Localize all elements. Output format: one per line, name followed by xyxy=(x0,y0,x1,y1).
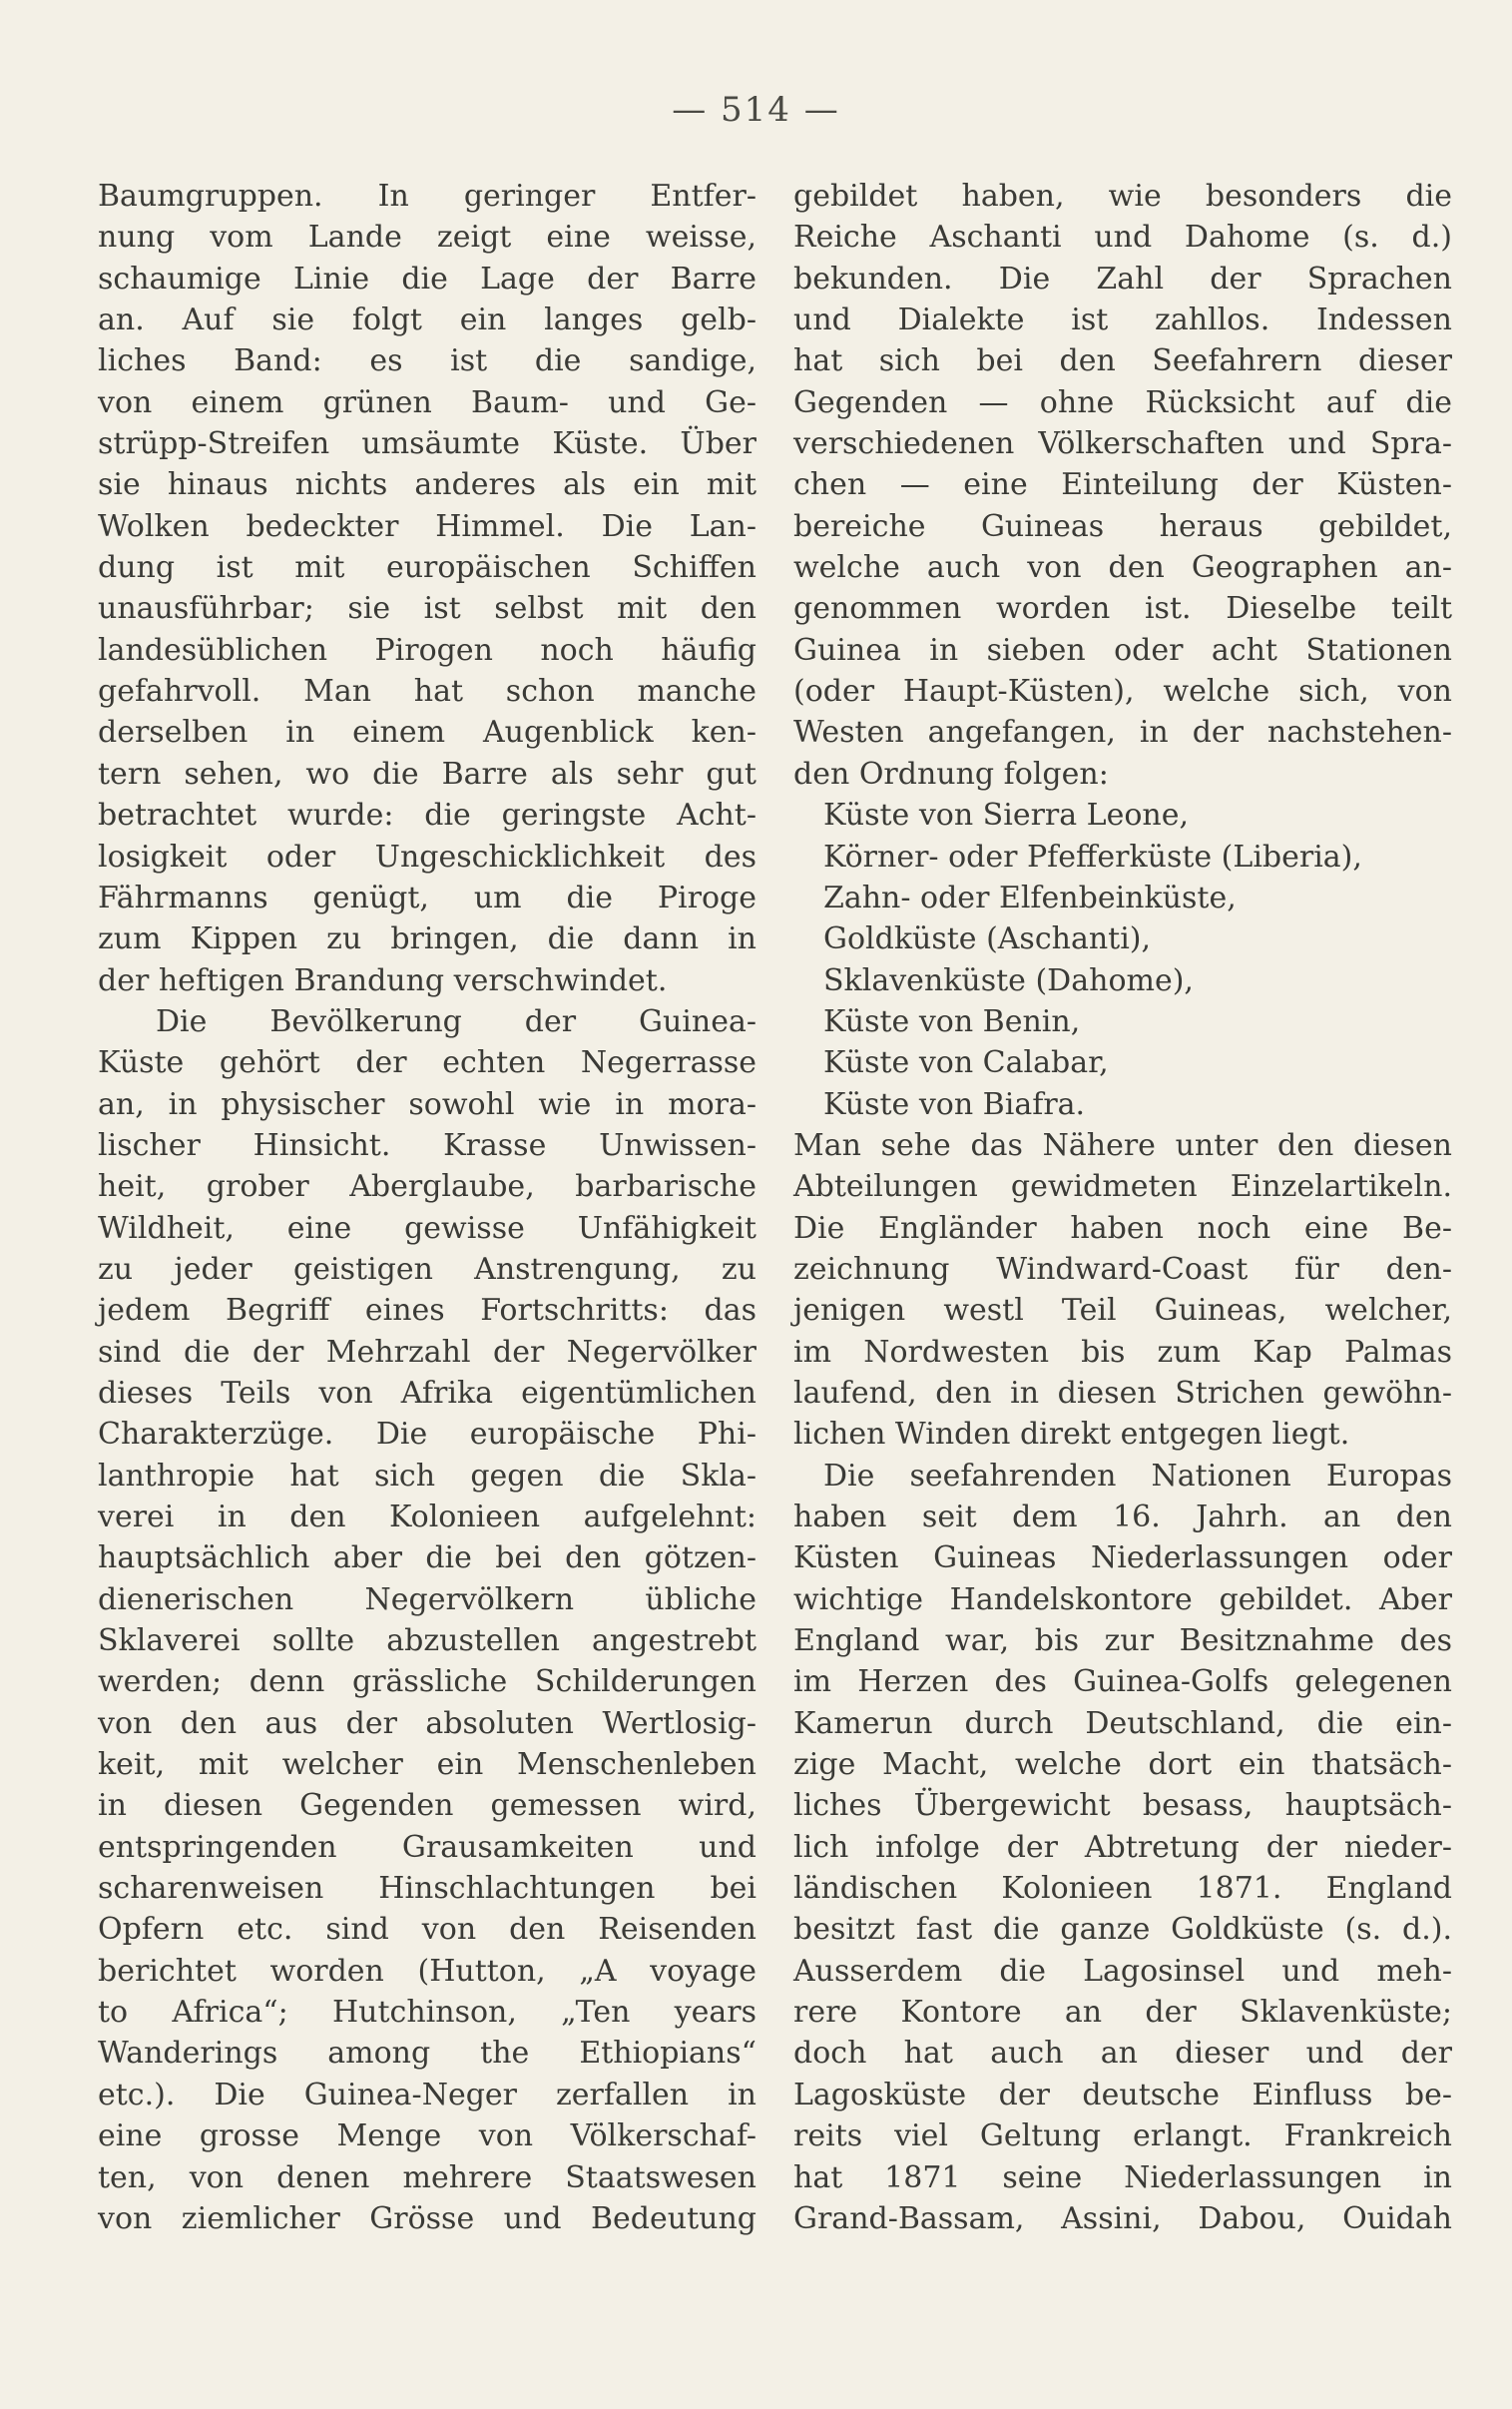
text-line: der heftigen Brandung verschwindet. xyxy=(98,962,668,998)
text-line: im Nordwesten bis zum Kap Palmas xyxy=(793,1334,1452,1370)
text-line: Opfern etc. sind von den Reisenden xyxy=(98,1912,756,1948)
text-line: werden; denn grässliche Schilderungen xyxy=(98,1664,756,1700)
text-line: Fährmanns genügt, um die Piroge xyxy=(98,880,756,915)
list-item: Sklavenküste (Dahome), xyxy=(823,962,1194,998)
text-line: Küsten Guineas Niederlassungen oder xyxy=(793,1540,1452,1576)
list-item: Küste von Benin, xyxy=(823,1003,1081,1039)
text-line: etc.). Die Guinea-Neger zerfallen in xyxy=(98,2077,756,2112)
text-line: sie hinaus nichts anderes als ein mit xyxy=(98,467,756,503)
list-item: Küste von Biafra. xyxy=(823,1086,1086,1122)
text-line: Küste gehört der echten Negerrasse xyxy=(98,1045,756,1081)
text-line: Baumgruppen. In geringer Entfer- xyxy=(98,179,756,214)
list-item: Zahn- oder Elfenbeinküste, xyxy=(823,880,1237,915)
text-line: landesüblichen Pirogen noch häufig xyxy=(98,632,756,668)
text-line: Abteilungen gewidmeten Einzelartikeln. xyxy=(793,1169,1452,1205)
text-line: zige Macht, welche dort ein thatsäch- xyxy=(793,1747,1452,1783)
text-line: verei in den Kolonieen aufgelehnt: xyxy=(98,1500,756,1534)
text-line: Reiche Aschanti und Dahome (s. d.) xyxy=(793,220,1452,256)
page-number: — 514 — xyxy=(672,90,840,130)
text-line: gebildet haben, wie besonders die xyxy=(793,179,1452,214)
text-line: nung vom Lande zeigt eine weisse, xyxy=(98,220,756,256)
text-line: hauptsächlich aber die bei den götzen- xyxy=(98,1540,756,1576)
text-line: rere Kontore an der Sklavenküste; xyxy=(793,1995,1452,2031)
text-line: betrachtet wurde: die geringste Acht- xyxy=(98,798,756,834)
text-line: Charakterzüge. Die europäische Phi- xyxy=(98,1417,756,1453)
text-line: haben seit dem 16. Jahrh. an den xyxy=(793,1500,1452,1534)
text-line: jedem Begriff eines Fortschritts: das xyxy=(98,1293,756,1329)
text-line: von ziemlicher Grösse und Bedeutung xyxy=(98,2200,756,2236)
text-line: besitzt fast die ganze Goldküste (s. d.). xyxy=(793,1912,1452,1948)
text-line: (oder Haupt-Küsten), welche sich, von xyxy=(793,674,1452,710)
text-line: Man sehe das Nähere unter den diesen xyxy=(793,1127,1452,1163)
text-line: scharenweisen Hinschlachtungen bei xyxy=(98,1871,756,1907)
text-line: zeichnung Windward-Coast für den- xyxy=(793,1251,1452,1287)
text-line: eine grosse Menge von Völkerschaf- xyxy=(98,2118,756,2154)
text-line: ten, von denen mehrere Staatswesen xyxy=(98,2159,756,2195)
text-line: Gegenden — ohne Rücksicht auf die xyxy=(793,384,1452,420)
text-line: tern sehen, wo die Barre als sehr gut xyxy=(98,756,756,792)
text-line: liches Band: es ist die sandige, xyxy=(98,343,756,379)
text-line: England war, bis zur Besitznahme des xyxy=(793,1623,1452,1659)
text-line: Guinea in sieben oder acht Stationen xyxy=(793,632,1452,668)
text-line: in diesen Gegenden gemessen wird, xyxy=(98,1788,756,1824)
text-line: bekunden. Die Zahl der Sprachen xyxy=(793,261,1452,297)
text-line: sind die der Mehrzahl der Negervölker xyxy=(98,1334,756,1370)
text-line: lischer Hinsicht. Krasse Unwissen- xyxy=(98,1127,756,1163)
text-line: hat sich bei den Seefahrern dieser xyxy=(793,343,1452,379)
list-item: Küste von Sierra Leone, xyxy=(823,798,1190,834)
text-line: gefahrvoll. Man hat schon manche xyxy=(98,674,756,710)
text-line: den Ordnung folgen: xyxy=(793,756,1109,792)
text-line: lanthropie hat sich gegen die Skla- xyxy=(98,1458,756,1494)
text-line: verschiedenen Völkerschaften und Spra- xyxy=(793,426,1452,462)
text-line: doch hat auch an dieser und der xyxy=(793,2036,1452,2072)
text-line: liches Übergewicht besass, hauptsäch- xyxy=(793,1788,1452,1824)
left-column xyxy=(98,176,756,2239)
text-line: Die Bevölkerung der Guinea- xyxy=(156,1003,756,1039)
text-line: entspringenden Grausamkeiten und xyxy=(98,1829,756,1865)
text-line: to Africa“; Hutchinson, „Ten years xyxy=(98,1995,756,2031)
text-line: Wolken bedeckter Himmel. Die Lan- xyxy=(98,508,756,544)
text-line: an. Auf sie folgt ein langes gelb- xyxy=(98,302,756,338)
text-line: Ausserdem die Lagosinsel und meh- xyxy=(793,1953,1452,1989)
text-line: Wanderings among the Ethiopians“ xyxy=(98,2036,756,2072)
text-line: zu jeder geistigen Anstrengung, zu xyxy=(98,1251,756,1287)
text-line: dung ist mit europäischen Schiffen xyxy=(98,550,756,586)
text-line: strüpp-Streifen umsäumte Küste. Über xyxy=(98,426,756,462)
text-line: wichtige Handelskontore gebildet. Aber xyxy=(793,1581,1452,1617)
text-line: Westen angefangen, in der nachstehen- xyxy=(793,715,1452,751)
text-line: ländischen Kolonieen 1871. England xyxy=(793,1871,1452,1907)
text-line: genommen worden ist. Dieselbe teilt xyxy=(793,591,1452,627)
list-item: Küste von Calabar, xyxy=(823,1045,1109,1081)
right-column xyxy=(793,176,1452,2239)
text-line: welche auch von den Geographen an- xyxy=(793,550,1452,586)
text-line: unausführbar; sie ist selbst mit den xyxy=(98,591,756,627)
text-line: von einem grünen Baum- und Ge- xyxy=(98,384,756,420)
text-line: jenigen westl Teil Guineas, welcher, xyxy=(793,1293,1452,1329)
text-line: Grand-Bassam, Assini, Dabou, Ouidah xyxy=(793,2200,1452,2236)
text-line: an, in physischer sowohl wie in mora- xyxy=(98,1086,756,1122)
text-line: im Herzen des Guinea-Golfs gelegenen xyxy=(793,1664,1452,1700)
text-line: von den aus der absoluten Wertlosig- xyxy=(98,1705,756,1741)
text-line: losigkeit oder Ungeschicklichkeit des xyxy=(98,839,756,875)
text-line: laufend, den in diesen Strichen gewöhn- xyxy=(793,1375,1452,1411)
text-line: dieses Teils von Afrika eigentümlichen xyxy=(98,1375,756,1411)
text-line: reits viel Geltung erlangt. Frankreich xyxy=(793,2118,1452,2154)
text-line: heit, grober Aberglaube, barbarische xyxy=(98,1169,756,1205)
text-line: bereiche Guineas heraus gebildet, xyxy=(793,508,1452,544)
text-line: chen — eine Einteilung der Küsten- xyxy=(793,467,1452,503)
list-item: Körner- oder Pfefferküste (Liberia), xyxy=(823,839,1362,875)
text-line: lichen Winden direkt entgegen liegt. xyxy=(793,1417,1350,1453)
text-line: schaumige Linie die Lage der Barre xyxy=(98,261,756,297)
text-line: Kamerun durch Deutschland, die ein- xyxy=(793,1705,1452,1741)
text-line: und Dialekte ist zahllos. Indessen xyxy=(793,302,1452,338)
text-line: derselben in einem Augenblick ken- xyxy=(98,715,756,751)
list-item: Goldküste (Aschanti), xyxy=(823,921,1152,957)
text-line: Lagosküste der deutsche Einfluss be- xyxy=(793,2077,1452,2112)
text-line: lich infolge der Abtretung der nieder- xyxy=(793,1829,1452,1865)
text-line: Wildheit, eine gewisse Unfähigkeit xyxy=(98,1210,756,1246)
text-line: berichtet worden (Hutton, „A voyage xyxy=(98,1953,756,1989)
text-line: dienerischen Negervölkern übliche xyxy=(98,1581,756,1617)
text-line: keit, mit welcher ein Menschenleben xyxy=(98,1747,756,1783)
text-line: Die seefahrenden Nationen Europas xyxy=(823,1458,1452,1494)
text-line: hat 1871 seine Niederlassungen in xyxy=(793,2159,1452,2195)
text-line: Die Engländer haben noch eine Be- xyxy=(793,1210,1452,1246)
text-line: Sklaverei sollte abzustellen angestrebt xyxy=(98,1623,756,1659)
text-line: zum Kippen zu bringen, die dann in xyxy=(98,921,756,957)
